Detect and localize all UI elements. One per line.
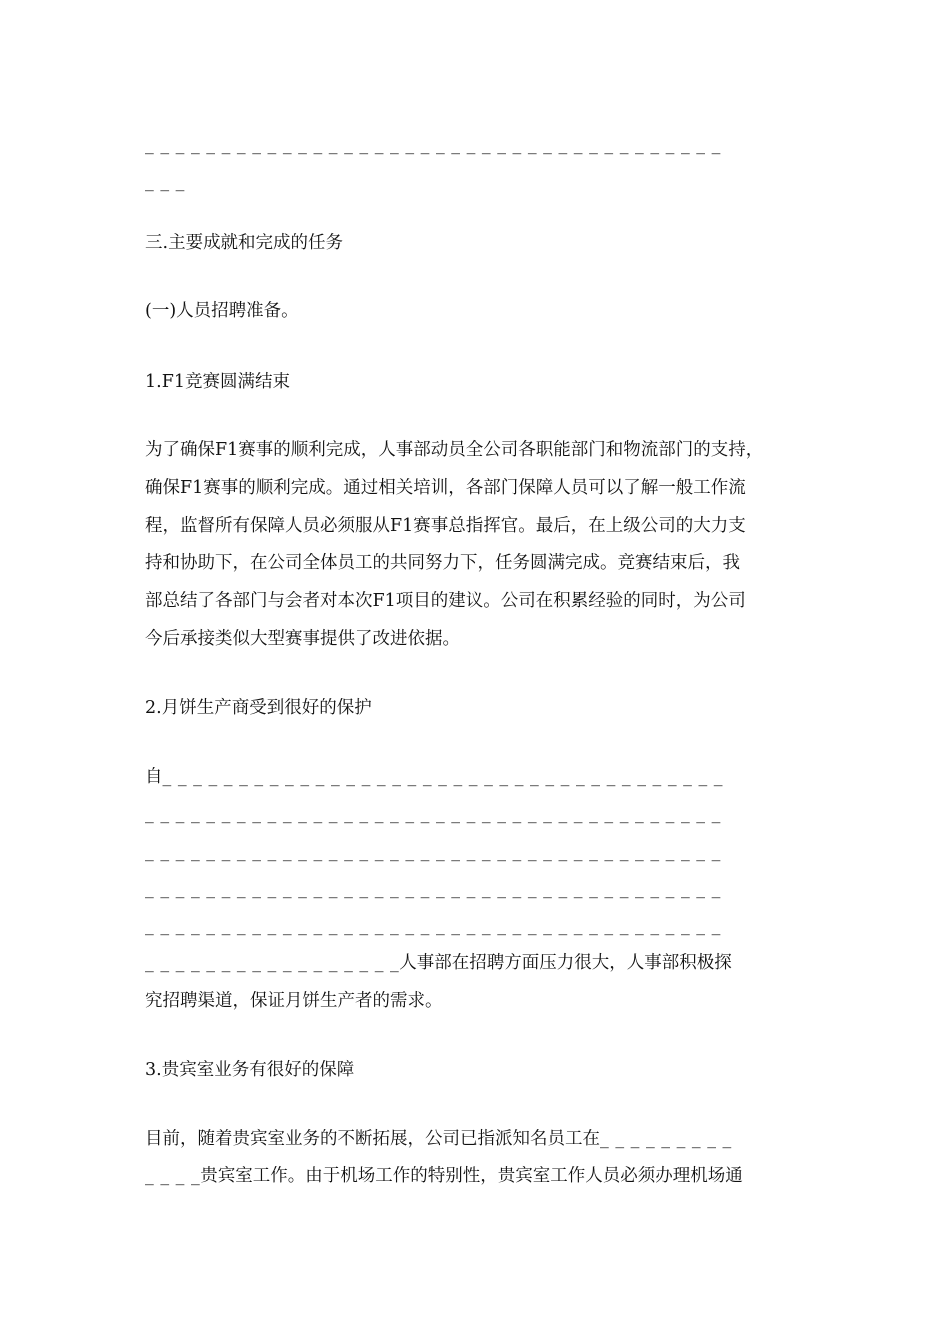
text-fragment: 人事部在招聘方面压力很大，人事部积极探	[399, 953, 732, 973]
item-heading: 3.贵宾室业务有很好的保障	[145, 1060, 355, 1080]
blank-line: _ _ _ _ _ _ _ _ _ _ _ _ _ _ _ _ _ _ _ _ _ _ _ _ _ _ _ _ _ _ _ _ _ _ _ _ _ _	[145, 879, 721, 899]
blank-line: _ _ _	[145, 172, 185, 192]
fill-blank: _ _ _ _ _ _ _ _ _	[600, 1129, 732, 1149]
item-heading: 1.F1竞赛圆满结束	[145, 372, 290, 392]
fill-blank: _ _ _ _ _ _ _ _ _ _ _ _ _ _ _ _ _ _ _ _ _ _ _ _ _ _ _ _ _ _ _ _ _ _ _ _ _	[162, 767, 724, 787]
paragraph-line: 今后承接类似大型赛事提供了改进依据。	[145, 629, 460, 649]
paragraph-line: 究招聘渠道，保证月饼生产者的需求。	[145, 991, 443, 1011]
blank-line: _ _ _ _ _ _ _ _ _ _ _ _ _ _ _ _ _ _ _ _ _ _ _ _ _ _ _ _ _ _ _ _ _ _ _ _ _ _	[145, 842, 721, 862]
blank-line: _ _ _ _ _ _ _ _ _ _ _ _ _ _ _ _ _ _ _ _ _ _ _ _ _ _ _ _ _ _ _ _ _ _ _ _ _ _	[145, 916, 721, 936]
paragraph-line	[145, 762, 810, 792]
paragraph-line: 为了确保F1赛事的顺利完成，人事部动员全公司各职能部门和物流部门的支持，	[145, 440, 764, 460]
paragraph-line: 部总结了各部门与会者对本次F1项目的建议。公司在积累经验的同时，为公司	[145, 591, 746, 611]
text-fragment: 目前，随着贵宾室业务的不断拓展，公司已指派知名员工在	[145, 1129, 600, 1149]
paragraph-line: 确保F1赛事的顺利完成。通过相关培训，各部门保障人员可以了解一般工作流	[145, 478, 746, 498]
paragraph-line	[145, 1124, 810, 1154]
fill-blank: _ _ _ _ _ _ _ _ _ _ _ _ _ _ _ _ _	[145, 953, 400, 973]
blank-line: _ _ _ _ _ _ _ _ _ _ _ _ _ _ _ _ _ _ _ _ _ _ _ _ _ _ _ _ _ _ _ _ _ _ _ _ _ _	[145, 804, 721, 824]
paragraph-line	[145, 1161, 810, 1191]
section-heading: 三.主要成就和完成的任务	[145, 233, 344, 253]
paragraph-line: 持和协助下，在公司全体员工的共同努力下，任务圆满完成。竞赛结束后，我	[145, 553, 740, 573]
item-heading: 2.月饼生产商受到很好的保护	[145, 698, 372, 718]
text-fragment: 自	[145, 767, 163, 787]
fill-blank: _ _ _ _	[145, 1166, 201, 1186]
blank-line: _ _ _ _ _ _ _ _ _ _ _ _ _ _ _ _ _ _ _ _ _ _ _ _ _ _ _ _ _ _ _ _ _ _ _ _ _ _	[145, 135, 721, 155]
subsection-heading: (一)人员招聘准备。	[145, 301, 299, 321]
paragraph-line: 程，监督所有保障人员必须服从F1赛事总指挥官。最后，在上级公司的大力支	[145, 516, 746, 536]
paragraph-line	[145, 948, 810, 978]
text-fragment: 贵宾室工作。由于机场工作的特别性，贵宾室工作人员必须办理机场通	[200, 1166, 743, 1186]
